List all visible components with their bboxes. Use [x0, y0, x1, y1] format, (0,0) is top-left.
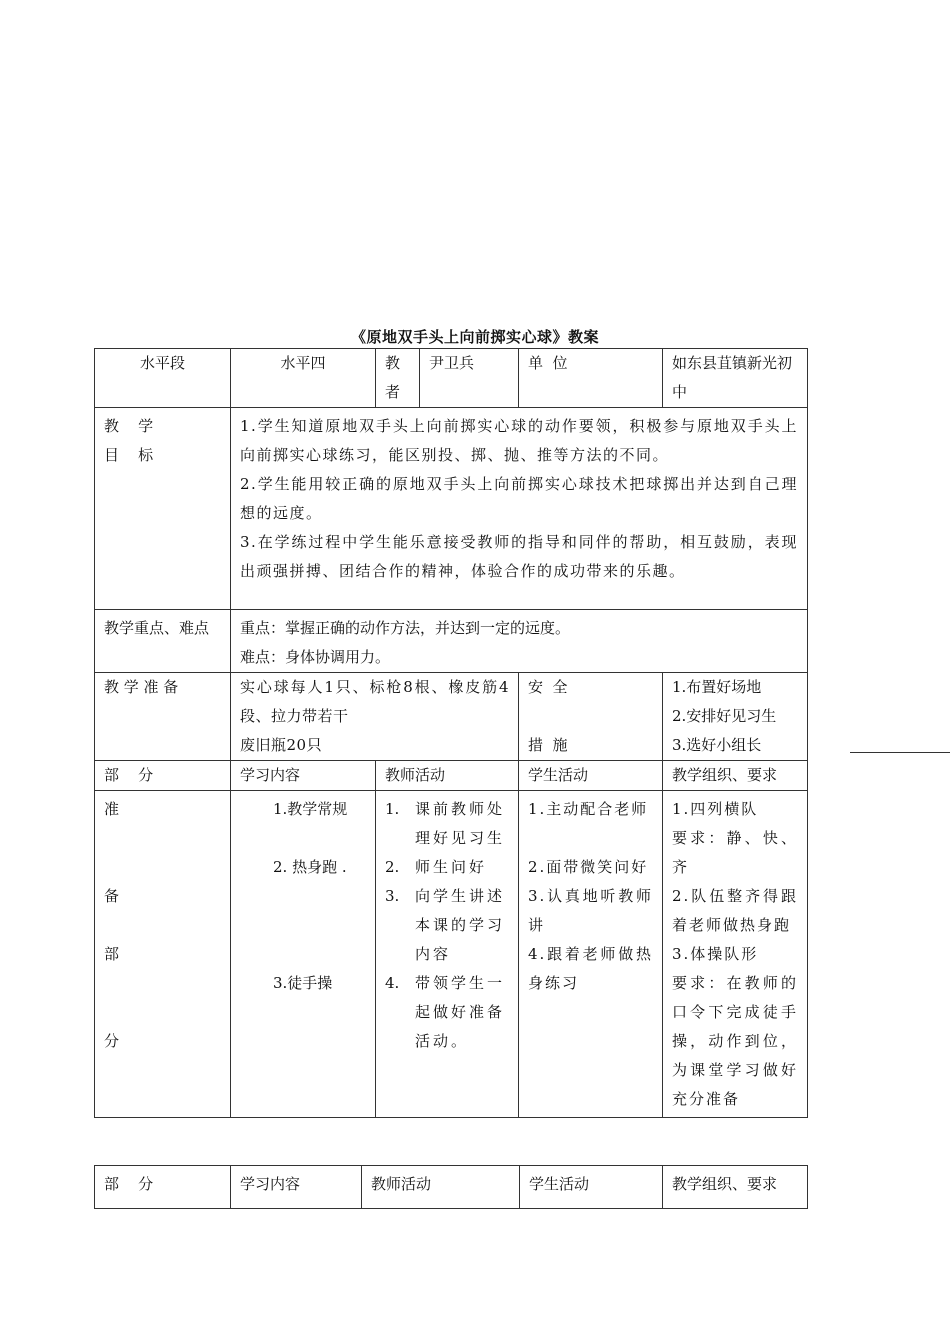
safety-label-line1: 安 全 — [528, 678, 568, 696]
organization-cell — [663, 791, 808, 1118]
key-points-content — [231, 610, 808, 673]
goal-item: 2.学生能用较正确的原地双手头上向前掷实心球技术把球掷出并达到自己理想的远度。 — [240, 475, 798, 522]
col-organization: 教学组织、要求 — [663, 1166, 808, 1209]
prep-section-row — [95, 791, 808, 1118]
col-content: 学习内容 — [231, 761, 376, 791]
content-item: 3.徒手操 — [273, 974, 333, 992]
preparation-row — [95, 673, 808, 761]
measure-item: 1.布置好场地 — [672, 678, 762, 696]
measure-item: 3.选好小组长 — [672, 736, 762, 754]
goals-label-line2: 目 标 — [104, 446, 154, 464]
student-activity-item: 3.认真地听教师讲 — [528, 887, 653, 934]
part-char: 分 — [104, 1032, 120, 1050]
col-part: 部 分 — [95, 761, 231, 791]
preparation-content — [231, 673, 519, 761]
preparation-label: 教 学 准 备 — [95, 673, 231, 761]
equipment-line-2: 废旧瓶20只 — [240, 736, 323, 754]
teacher-activity-item: 1. 课前教师处理好见习生 — [385, 800, 506, 847]
margin-rule — [850, 752, 950, 753]
safety-label-line2: 措 施 — [528, 736, 568, 754]
goals-content — [231, 408, 808, 610]
content-item: 2. 热身跑 . — [273, 858, 347, 876]
goal-item: 3.在学练过程中学生能乐意接受教师的指导和同伴的帮助，相互鼓励，表现出顽强拼搏、团结合作的精神，体验合作的成功带来的乐趣。 — [240, 533, 798, 580]
level-label: 水平段 — [95, 349, 231, 408]
content-item: 1.教学常规 — [273, 800, 348, 818]
part-char: 准 — [104, 800, 120, 818]
col-student: 学生活动 — [520, 1166, 663, 1209]
equipment-line: 实心球每人1只、标枪8根、橡皮筋4段、拉力带若干 — [240, 678, 509, 725]
part-cell — [95, 791, 231, 1118]
col-teacher: 教师活动 — [362, 1166, 520, 1209]
header-row — [95, 349, 808, 408]
page-title: 《原地双手头上向前掷实心球》教案 — [350, 328, 599, 346]
col-teacher: 教师活动 — [376, 761, 519, 791]
difficulty-text: 难点：身体协调用力。 — [240, 648, 391, 666]
lesson-plan-table — [94, 348, 808, 1118]
teacher-name: 尹卫兵 — [420, 349, 519, 408]
teacher-activity-cell — [376, 791, 519, 1118]
student-activity-item: 4.跟着老师做热身练习 — [528, 945, 653, 992]
col-student: 学生活动 — [519, 761, 663, 791]
goals-label-line1: 教 学 — [104, 417, 154, 435]
goal-item: 1.学生知道原地双手头上向前掷实心球的动作要领，积极参与原地双手头上向前掷实心球练习，能区别投、掷、抛、推等方法的不同。 — [240, 417, 798, 464]
goals-label — [95, 408, 231, 610]
key-points-label: 教学重点、难点 — [95, 610, 231, 673]
focus-text: 重点：掌握正确的动作方法，并达到一定的远度。 — [240, 619, 571, 637]
col-content: 学习内容 — [231, 1166, 362, 1209]
student-activity-cell — [519, 791, 663, 1118]
teacher-activity-item: 4. 带领学生一起做好准备活动。 — [385, 974, 506, 1050]
col-organization: 教学组织、要求 — [663, 761, 808, 791]
organization-item: 3.体操队形 — [672, 945, 759, 963]
student-activity-item: 2.面带微笑问好 — [528, 858, 649, 876]
column-header-row — [95, 761, 808, 791]
level-value: 水平四 — [231, 349, 376, 408]
organization-item: 要求：静、快、齐 — [672, 829, 798, 876]
measure-item: 2.安排好见习生 — [672, 707, 777, 725]
organization-item: 2.队伍整齐得跟着老师做热身跑 — [672, 887, 798, 934]
goals-row — [95, 408, 808, 610]
content-cell — [231, 791, 376, 1118]
key-points-row — [95, 610, 808, 673]
unit-value: 如东县苴镇新光初中 — [663, 349, 808, 408]
part-char: 备 — [104, 887, 120, 905]
part-char: 部 — [104, 945, 120, 963]
unit-label: 单 位 — [519, 349, 663, 408]
safety-label — [519, 673, 663, 761]
teacher-label: 教者 — [376, 349, 420, 408]
organization-item: 要求：在教师的口令下完成徒手操，动作到位，为课堂学习做好充分准备 — [672, 974, 798, 1108]
safety-measures — [663, 673, 808, 761]
teacher-activity-item: 2. 师生问好 — [385, 858, 488, 876]
organization-item: 1.四列横队 — [672, 800, 759, 818]
student-activity-item: 1.主动配合老师 — [528, 800, 649, 818]
column-header-row — [95, 1166, 808, 1209]
teacher-activity-item: 3. 向学生讲述本课的学习内容 — [385, 887, 506, 963]
col-part: 部 分 — [95, 1166, 231, 1209]
lesson-plan-table-continued — [94, 1165, 808, 1209]
